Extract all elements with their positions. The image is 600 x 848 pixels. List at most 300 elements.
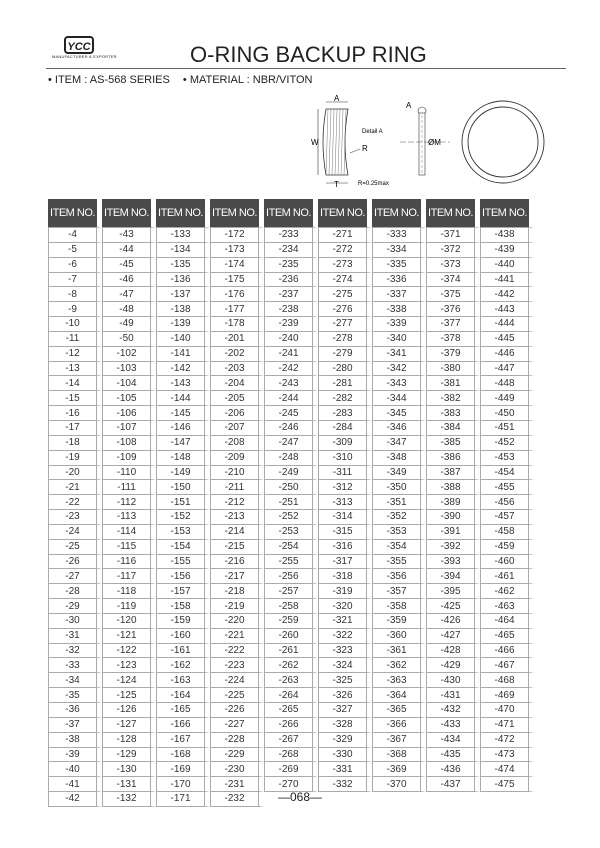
item-number-cell: -210 <box>210 466 264 481</box>
item-number-cell: -168 <box>156 748 210 763</box>
item-number-cell: -312 <box>318 480 372 495</box>
item-number-cell: -383 <box>426 406 480 421</box>
item-number-cell: -247 <box>264 436 318 451</box>
item-number-cell: -361 <box>372 644 426 659</box>
item-number-cell: -243 <box>264 376 318 391</box>
item-number-cell: -50 <box>102 332 156 347</box>
dim-m-label: ØM <box>428 138 441 147</box>
item-number-cell: -9 <box>48 302 102 317</box>
item-number-cell: -17 <box>48 421 102 436</box>
logo-caption: MANUFACTURER & EXPORTER <box>52 54 117 59</box>
item-number-cell: -272 <box>318 243 372 258</box>
item-number-cell: -324 <box>318 658 372 673</box>
item-number-cell: -11 <box>48 332 102 347</box>
item-number-cell: -32 <box>48 644 102 659</box>
item-number-cell: -40 <box>48 762 102 777</box>
item-number-cell: -461 <box>480 569 534 584</box>
item-number-cell: -131 <box>102 777 156 792</box>
item-number-cell: -248 <box>264 451 318 466</box>
item-number-cell: -42 <box>48 792 102 807</box>
dim-t-label: T <box>334 180 339 189</box>
item-number-cell: -142 <box>156 362 210 377</box>
item-number-cell: -455 <box>480 480 534 495</box>
item-number-cell: -118 <box>102 584 156 599</box>
table-row <box>48 421 534 436</box>
item-number-cell: -450 <box>480 406 534 421</box>
item-number-cell: -456 <box>480 495 534 510</box>
item-number-cell: -140 <box>156 332 210 347</box>
item-number-cell: -442 <box>480 287 534 302</box>
item-number-cell: -34 <box>48 673 102 688</box>
item-number-cell: -206 <box>210 406 264 421</box>
item-number-cell: -431 <box>426 688 480 703</box>
item-number-cell: -35 <box>48 688 102 703</box>
item-number-cell: -271 <box>318 227 372 243</box>
item-number-cell: -41 <box>48 777 102 792</box>
item-number-cell: -229 <box>210 748 264 763</box>
item-number-cell: -386 <box>426 451 480 466</box>
table-row <box>48 376 534 391</box>
item-number-cell: -123 <box>102 658 156 673</box>
item-number-cell: -150 <box>156 480 210 495</box>
item-number-cell: -336 <box>372 273 426 288</box>
item-number-cell: -148 <box>156 451 210 466</box>
item-number-cell: -260 <box>264 629 318 644</box>
table-row <box>48 391 534 406</box>
item-number-cell: -169 <box>156 762 210 777</box>
item-series-label: • ITEM : AS-568 SERIES <box>48 74 170 86</box>
item-number-cell: -371 <box>426 227 480 243</box>
item-number-cell: -246 <box>264 421 318 436</box>
item-number-cell: -8 <box>48 287 102 302</box>
table-row <box>48 718 534 733</box>
item-number-cell: -269 <box>264 762 318 777</box>
item-number-cell: -471 <box>480 718 534 733</box>
item-number-cell: -459 <box>480 540 534 555</box>
item-number-cell: -126 <box>102 703 156 718</box>
item-number-cell: -30 <box>48 614 102 629</box>
item-number-cell: -114 <box>102 525 156 540</box>
item-number-cell: -393 <box>426 555 480 570</box>
item-number-cell: -255 <box>264 555 318 570</box>
item-number-cell: -346 <box>372 421 426 436</box>
item-number-cell: -365 <box>372 703 426 718</box>
item-number-cell: -153 <box>156 525 210 540</box>
item-number-cell: -158 <box>156 599 210 614</box>
item-number-cell: -240 <box>264 332 318 347</box>
item-number-cell: -389 <box>426 495 480 510</box>
item-number-cell: -390 <box>426 510 480 525</box>
item-number-cell: -124 <box>102 673 156 688</box>
item-number-cell: -380 <box>426 362 480 377</box>
subtitle <box>48 74 322 86</box>
item-number-cell: -233 <box>264 227 318 243</box>
item-number-cell: -48 <box>102 302 156 317</box>
table-row <box>48 510 534 525</box>
item-number-cell: -470 <box>480 703 534 718</box>
item-number-cell: -20 <box>48 466 102 481</box>
item-number-cell: -467 <box>480 658 534 673</box>
item-number-cell: -463 <box>480 599 534 614</box>
column-header: ITEM NO. <box>426 199 480 227</box>
item-number-cell: -342 <box>372 362 426 377</box>
item-number-cell: -282 <box>318 391 372 406</box>
item-number-cell: -473 <box>480 748 534 763</box>
item-number-cell: -146 <box>156 421 210 436</box>
item-number-cell: -275 <box>318 287 372 302</box>
item-number-cell: -464 <box>480 614 534 629</box>
item-number-cell: -444 <box>480 317 534 332</box>
item-number-cell: -430 <box>426 673 480 688</box>
item-number-cell: -44 <box>102 243 156 258</box>
item-number-cell: -466 <box>480 644 534 659</box>
item-number-cell: -155 <box>156 555 210 570</box>
item-number-cell: -355 <box>372 555 426 570</box>
table-row <box>48 748 534 763</box>
item-number-cell: -235 <box>264 258 318 273</box>
item-number-cell: -338 <box>372 302 426 317</box>
item-number-cell: -36 <box>48 703 102 718</box>
item-number-cell: -340 <box>372 332 426 347</box>
table-row <box>48 227 534 243</box>
item-number-cell: -112 <box>102 495 156 510</box>
item-number-cell: -110 <box>102 466 156 481</box>
item-number-cell: -245 <box>264 406 318 421</box>
table-row <box>48 599 534 614</box>
column-header: ITEM NO. <box>372 199 426 227</box>
item-number-cell: -448 <box>480 376 534 391</box>
item-number-cell: -39 <box>48 748 102 763</box>
table-row <box>48 480 534 495</box>
item-number-cell: -323 <box>318 644 372 659</box>
item-number-cell: -111 <box>102 480 156 495</box>
item-number-cell: -26 <box>48 555 102 570</box>
item-number-cell: -349 <box>372 466 426 481</box>
table-row <box>48 362 534 377</box>
item-number-cell: -446 <box>480 347 534 362</box>
table-row <box>48 451 534 466</box>
item-number-cell: -368 <box>372 748 426 763</box>
item-number-cell: -217 <box>210 569 264 584</box>
item-number-cell: -441 <box>480 273 534 288</box>
item-number-cell: -159 <box>156 614 210 629</box>
item-number-cell: -359 <box>372 614 426 629</box>
item-number-cell: -31 <box>48 629 102 644</box>
item-number-cell: -38 <box>48 733 102 748</box>
item-number-cell: -166 <box>156 718 210 733</box>
item-number-cell: -120 <box>102 614 156 629</box>
item-number-cell: -202 <box>210 347 264 362</box>
item-number-cell: -102 <box>102 347 156 362</box>
item-number-cell: -156 <box>156 569 210 584</box>
item-number-cell: -226 <box>210 703 264 718</box>
item-number-cell: -381 <box>426 376 480 391</box>
item-number-cell: -454 <box>480 466 534 481</box>
item-number-cell: -157 <box>156 584 210 599</box>
item-number-cell: -279 <box>318 347 372 362</box>
item-number-cell: -276 <box>318 302 372 317</box>
item-number-cell: -277 <box>318 317 372 332</box>
item-number-cell: -438 <box>480 227 534 243</box>
item-number-cell: -309 <box>318 436 372 451</box>
item-number-cell: -367 <box>372 733 426 748</box>
item-number-cell: -447 <box>480 362 534 377</box>
item-number-cell: -443 <box>480 302 534 317</box>
table-row <box>48 287 534 302</box>
item-number-cell: -152 <box>156 510 210 525</box>
item-number-cell: -379 <box>426 347 480 362</box>
item-number-cell: -232 <box>210 792 264 807</box>
item-number-cell: -213 <box>210 510 264 525</box>
item-number-cell: -28 <box>48 584 102 599</box>
dim-w-label: W <box>311 138 319 147</box>
item-number-cell: -15 <box>48 391 102 406</box>
ring-side-view <box>400 101 450 175</box>
table-row <box>48 569 534 584</box>
item-number-cell: -117 <box>102 569 156 584</box>
item-number-cell: -468 <box>480 673 534 688</box>
item-number-cell: -258 <box>264 599 318 614</box>
item-number-cell: -425 <box>426 599 480 614</box>
item-number-cell: -278 <box>318 332 372 347</box>
item-number-cell: -172 <box>210 227 264 243</box>
item-number-cell: -250 <box>264 480 318 495</box>
item-number-cell: -273 <box>318 258 372 273</box>
item-number-cell: -333 <box>372 227 426 243</box>
detail-marker-label: A <box>406 101 412 110</box>
item-number-cell: -237 <box>264 287 318 302</box>
item-number-cell: -104 <box>102 376 156 391</box>
table-row <box>48 332 534 347</box>
item-number-cell: -322 <box>318 629 372 644</box>
page-header <box>0 0 600 86</box>
item-number-cell: -375 <box>426 287 480 302</box>
item-number-cell: -353 <box>372 525 426 540</box>
item-number-cell: -239 <box>264 317 318 332</box>
item-number-cell: -242 <box>264 362 318 377</box>
item-number-cell: -364 <box>372 688 426 703</box>
item-number-cell: -135 <box>156 258 210 273</box>
item-number-cell: -334 <box>372 243 426 258</box>
item-number-cell: -465 <box>480 629 534 644</box>
item-number-cell: -136 <box>156 273 210 288</box>
item-number-cell: -262 <box>264 658 318 673</box>
item-number-cell: -440 <box>480 258 534 273</box>
item-number-cell: -335 <box>372 258 426 273</box>
item-number-cell: -325 <box>318 673 372 688</box>
item-number-cell: -230 <box>210 762 264 777</box>
company-logo <box>52 36 117 60</box>
item-number-cell: -366 <box>372 718 426 733</box>
technical-drawing <box>300 95 560 195</box>
column-header: ITEM NO. <box>48 199 102 227</box>
item-number-cell: -139 <box>156 317 210 332</box>
page-number: —068— <box>277 790 323 804</box>
item-number-cell: -203 <box>210 362 264 377</box>
item-number-cell: -251 <box>264 495 318 510</box>
item-number-cell: -395 <box>426 584 480 599</box>
item-number-cell: -328 <box>318 718 372 733</box>
item-number-cell: -236 <box>264 273 318 288</box>
item-number-cell: -225 <box>210 688 264 703</box>
item-number-cell: -428 <box>426 644 480 659</box>
item-number-cell: -352 <box>372 510 426 525</box>
item-number-cell: -354 <box>372 540 426 555</box>
item-number-cell: -321 <box>318 614 372 629</box>
item-number-cell: -171 <box>156 792 210 807</box>
item-number-cell: -170 <box>156 777 210 792</box>
item-number-cell: -253 <box>264 525 318 540</box>
item-number-cell: -106 <box>102 406 156 421</box>
item-number-cell: -27 <box>48 569 102 584</box>
item-number-cell: -392 <box>426 540 480 555</box>
item-number-cell: -343 <box>372 376 426 391</box>
item-number-cell: -134 <box>156 243 210 258</box>
item-number-cell: -47 <box>102 287 156 302</box>
item-number-cell: -132 <box>102 792 156 807</box>
table-row <box>48 658 534 673</box>
item-number-cell: -149 <box>156 466 210 481</box>
item-number-cell: -439 <box>480 243 534 258</box>
item-number-table <box>48 199 534 807</box>
column-header: ITEM NO. <box>480 199 534 227</box>
item-number-cell: -263 <box>264 673 318 688</box>
item-number-cell: -5 <box>48 243 102 258</box>
item-number-cell: -360 <box>372 629 426 644</box>
item-number-cell: -211 <box>210 480 264 495</box>
item-number-cell: -344 <box>372 391 426 406</box>
item-number-cell: -345 <box>372 406 426 421</box>
item-number-cell: -449 <box>480 391 534 406</box>
item-number-cell: -221 <box>210 629 264 644</box>
item-number-cell: -227 <box>210 718 264 733</box>
item-number-cell: -265 <box>264 703 318 718</box>
item-number-cell: -18 <box>48 436 102 451</box>
item-number-cell: -254 <box>264 540 318 555</box>
item-number-cell: -316 <box>318 540 372 555</box>
item-number-cell: -472 <box>480 733 534 748</box>
item-number-cell: -162 <box>156 658 210 673</box>
item-number-cell: -49 <box>102 317 156 332</box>
item-number-cell: -45 <box>102 258 156 273</box>
item-number-cell: -7 <box>48 273 102 288</box>
item-number-cell: -4 <box>48 227 102 243</box>
table-row <box>48 406 534 421</box>
column-header: ITEM NO. <box>318 199 372 227</box>
cross-section-diagram <box>311 95 389 189</box>
material-label: • MATERIAL : NBR/VITON <box>182 74 313 86</box>
item-number-cell: -46 <box>102 273 156 288</box>
item-number-cell: -332 <box>318 777 372 792</box>
item-number-cell: -165 <box>156 703 210 718</box>
item-number-cell: -207 <box>210 421 264 436</box>
table-row <box>48 644 534 659</box>
detail-a-label: Detail A <box>362 129 383 135</box>
item-number-cell: -19 <box>48 451 102 466</box>
item-number-cell: -16 <box>48 406 102 421</box>
item-number-cell: -372 <box>426 243 480 258</box>
item-number-cell: -330 <box>318 748 372 763</box>
item-number-cell: -259 <box>264 614 318 629</box>
table-row <box>48 436 534 451</box>
item-number-cell: -10 <box>48 317 102 332</box>
item-number-cell: -369 <box>372 762 426 777</box>
table-row <box>48 273 534 288</box>
item-number-cell: -21 <box>48 480 102 495</box>
column-header: ITEM NO. <box>156 199 210 227</box>
table-row <box>48 673 534 688</box>
item-number-cell: -426 <box>426 614 480 629</box>
item-number-cell: -453 <box>480 451 534 466</box>
item-number-cell: -107 <box>102 421 156 436</box>
item-number-cell: -215 <box>210 540 264 555</box>
header-divider <box>46 68 566 69</box>
item-number-cell: -318 <box>318 569 372 584</box>
item-number-cell: -341 <box>372 347 426 362</box>
item-number-cell: -283 <box>318 406 372 421</box>
item-number-cell: -231 <box>210 777 264 792</box>
item-number-cell: -387 <box>426 466 480 481</box>
item-number-cell: -23 <box>48 510 102 525</box>
item-number-cell: -394 <box>426 569 480 584</box>
item-number-cell: -218 <box>210 584 264 599</box>
item-number-cell: -208 <box>210 436 264 451</box>
table-row <box>48 243 534 258</box>
table-row <box>48 495 534 510</box>
item-number-cell: -374 <box>426 273 480 288</box>
item-number-cell: -437 <box>426 777 480 792</box>
item-number-cell: -109 <box>102 451 156 466</box>
item-number-cell: -219 <box>210 599 264 614</box>
item-number-cell: -12 <box>48 347 102 362</box>
item-number-cell: -151 <box>156 495 210 510</box>
item-number-cell: -122 <box>102 644 156 659</box>
item-number-cell: -267 <box>264 733 318 748</box>
table-row <box>48 733 534 748</box>
table-row <box>48 688 534 703</box>
item-number-cell: -125 <box>102 688 156 703</box>
item-number-cell: -144 <box>156 391 210 406</box>
item-number-cell: -311 <box>318 466 372 481</box>
table-row <box>48 258 534 273</box>
item-number-cell: -163 <box>156 673 210 688</box>
item-number-cell: -362 <box>372 658 426 673</box>
item-number-cell: -458 <box>480 525 534 540</box>
item-number-cell: -249 <box>264 466 318 481</box>
item-number-cell: -257 <box>264 584 318 599</box>
item-number-cell: -209 <box>210 451 264 466</box>
item-number-cell: -256 <box>264 569 318 584</box>
item-number-cell: -161 <box>156 644 210 659</box>
item-number-cell: -6 <box>48 258 102 273</box>
item-number-cell: -337 <box>372 287 426 302</box>
item-number-cell: -228 <box>210 733 264 748</box>
table-row <box>48 614 534 629</box>
item-number-cell: -320 <box>318 599 372 614</box>
item-number-cell: -133 <box>156 227 210 243</box>
dim-a-label: A <box>334 95 340 103</box>
item-number-cell: -327 <box>318 703 372 718</box>
item-number-cell: -137 <box>156 287 210 302</box>
item-number-cell: -363 <box>372 673 426 688</box>
item-number-cell: -280 <box>318 362 372 377</box>
item-number-cell: -376 <box>426 302 480 317</box>
item-number-cell: -164 <box>156 688 210 703</box>
item-number-cell: -147 <box>156 436 210 451</box>
item-number-cell: -274 <box>318 273 372 288</box>
table-row <box>48 466 534 481</box>
item-number-cell: -174 <box>210 258 264 273</box>
